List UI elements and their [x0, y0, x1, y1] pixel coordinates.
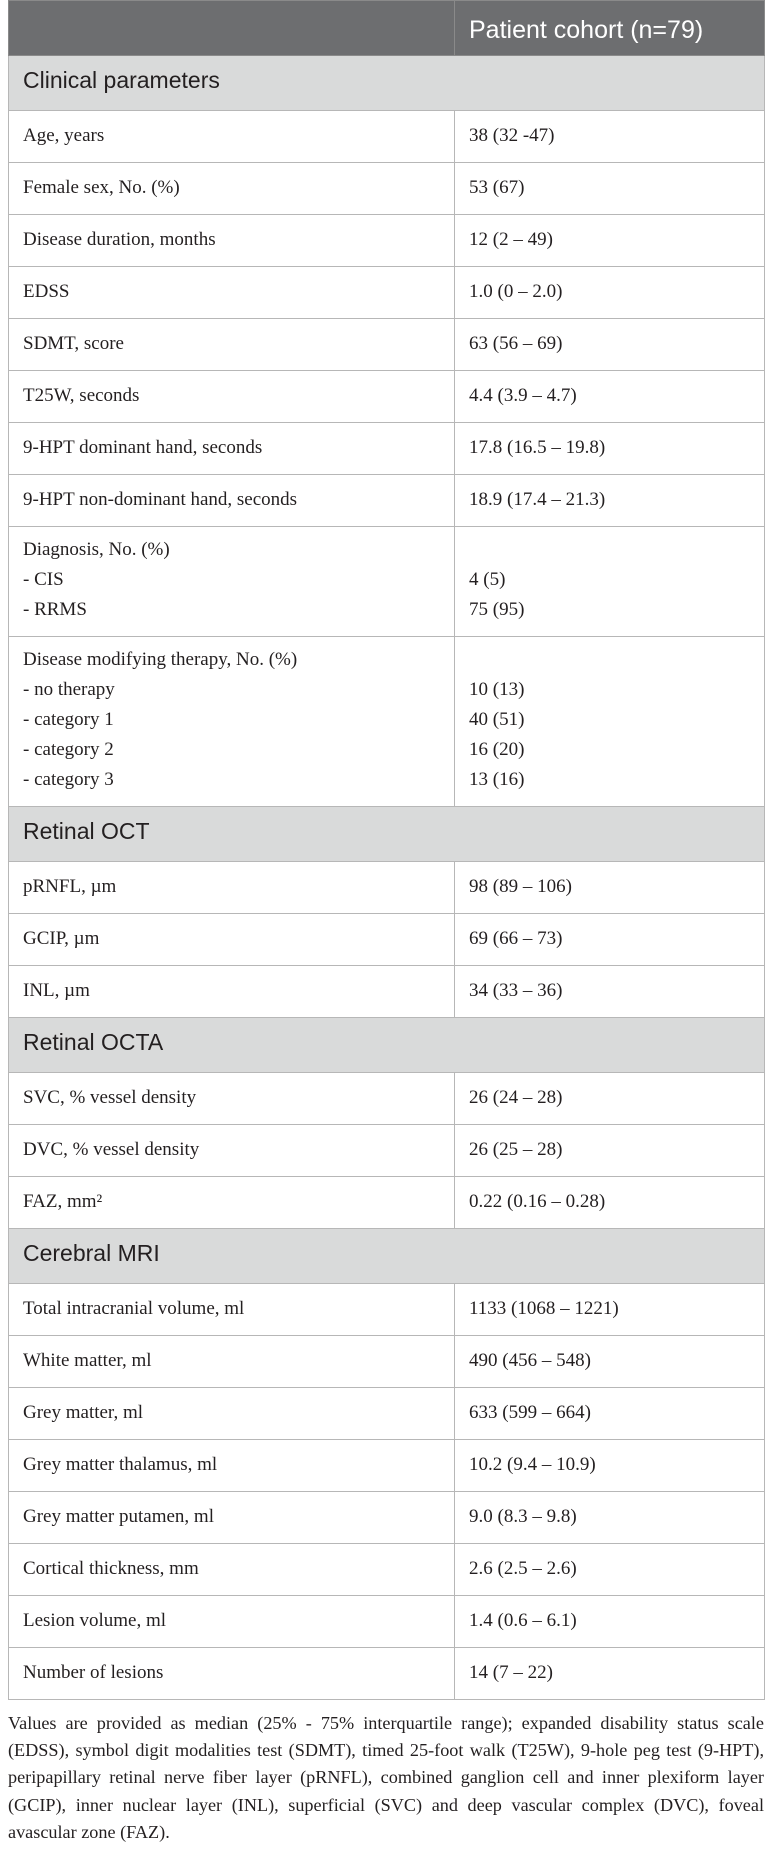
row-value: 38 (32 -47) — [455, 111, 765, 163]
table-header-row — [9, 1, 765, 56]
table-row — [9, 1596, 765, 1648]
row-value: 63 (56 – 69) — [455, 319, 765, 371]
row-label: pRNFL, µm — [9, 862, 455, 914]
row-label: Grey matter, ml — [9, 1388, 455, 1440]
section-title: Clinical parameters — [9, 56, 765, 111]
row-value: 12 (2 – 49) — [455, 215, 765, 267]
table-row — [9, 475, 765, 527]
row-label: Cortical thickness, mm — [9, 1544, 455, 1596]
table-footnote: Values are provided as median (25% - 75% interquartile range); expanded disability status scale (EDSS), symbol digit modalities test (SDMT), timed 25-foot walk (T25W), 9-hole peg test (9-HPT), peripapillary retinal nerve fiber layer (pRNFL), combined ganglion cell and inner plexiform layer (GCIP), inner nuclear layer (INL), superficial (SVC) and deep vascular complex (DVC), foveal avascular zone (FAZ). — [8, 1713, 764, 1842]
table-row — [9, 267, 765, 319]
group-values — [455, 527, 765, 637]
row-label: Grey matter putamen, ml — [9, 1492, 455, 1544]
table-row — [9, 111, 765, 163]
table-row-diagnosis — [9, 527, 765, 637]
row-label: 9-HPT non-dominant hand, seconds — [9, 475, 455, 527]
group-item-label: - category 3 — [23, 769, 114, 790]
table-row — [9, 1073, 765, 1125]
row-value: 34 (33 – 36) — [455, 966, 765, 1018]
section-title: Cerebral MRI — [9, 1229, 765, 1284]
row-label: T25W, seconds — [9, 371, 455, 423]
row-value: 53 (67) — [455, 163, 765, 215]
group-item-value: 10 (13) — [469, 679, 525, 700]
section-title: Retinal OCTA — [9, 1018, 765, 1073]
table-row — [9, 966, 765, 1018]
table-row — [9, 1336, 765, 1388]
table-row — [9, 1648, 765, 1700]
group-item-label: - CIS — [23, 569, 64, 590]
group-item-value: 13 (16) — [469, 769, 525, 790]
group-item-label: - category 1 — [23, 709, 114, 730]
table-row — [9, 319, 765, 371]
row-value: 633 (599 – 664) — [455, 1388, 765, 1440]
row-value: 0.22 (0.16 – 0.28) — [455, 1177, 765, 1229]
row-value: 98 (89 – 106) — [455, 862, 765, 914]
row-value: 2.6 (2.5 – 2.6) — [455, 1544, 765, 1596]
row-value: 4.4 (3.9 – 4.7) — [455, 371, 765, 423]
header-empty-cell — [9, 1, 455, 56]
row-value: 69 (66 – 73) — [455, 914, 765, 966]
table-row — [9, 1388, 765, 1440]
table-row — [9, 1440, 765, 1492]
group-item-value: 75 (95) — [469, 599, 525, 620]
table-row-therapy — [9, 637, 765, 807]
row-label: GCIP, µm — [9, 914, 455, 966]
row-value: 17.8 (16.5 – 19.8) — [455, 423, 765, 475]
row-label: White matter, ml — [9, 1336, 455, 1388]
section-retinal-octa — [9, 1018, 765, 1073]
row-value: 18.9 (17.4 – 21.3) — [455, 475, 765, 527]
patient-cohort-table — [8, 0, 765, 1700]
row-value: 1133 (1068 – 1221) — [455, 1284, 765, 1336]
table-row — [9, 1177, 765, 1229]
row-label: DVC, % vessel density — [9, 1125, 455, 1177]
section-retinal-oct — [9, 807, 765, 862]
group-item-value: 4 (5) — [469, 569, 506, 590]
row-label: SDMT, score — [9, 319, 455, 371]
table-row — [9, 423, 765, 475]
table-row — [9, 1492, 765, 1544]
row-label: SVC, % vessel density — [9, 1073, 455, 1125]
table-row — [9, 215, 765, 267]
row-value: 10.2 (9.4 – 10.9) — [455, 1440, 765, 1492]
row-value: 490 (456 – 548) — [455, 1336, 765, 1388]
group-spacer — [469, 645, 764, 675]
row-label: Disease duration, months — [9, 215, 455, 267]
row-label: EDSS — [9, 267, 455, 319]
group-item-label: - category 2 — [23, 739, 114, 760]
row-value: 26 (24 – 28) — [455, 1073, 765, 1125]
table-container — [8, 0, 764, 1700]
row-label: INL, µm — [9, 966, 455, 1018]
row-label: Total intracranial volume, ml — [9, 1284, 455, 1336]
table-row — [9, 914, 765, 966]
group-labels — [9, 637, 455, 807]
group-title: Diagnosis, No. (%) — [23, 539, 170, 560]
row-value: 26 (25 – 28) — [455, 1125, 765, 1177]
group-item-label: - no therapy — [23, 679, 115, 700]
table-row — [9, 371, 765, 423]
group-item-value: 40 (51) — [469, 709, 525, 730]
row-value: 1.0 (0 – 2.0) — [455, 267, 765, 319]
group-spacer — [469, 535, 764, 565]
row-label: Grey matter thalamus, ml — [9, 1440, 455, 1492]
section-cerebral-mri — [9, 1229, 765, 1284]
table-row — [9, 862, 765, 914]
row-label: Female sex, No. (%) — [9, 163, 455, 215]
table-row — [9, 163, 765, 215]
row-label: 9-HPT dominant hand, seconds — [9, 423, 455, 475]
group-labels — [9, 527, 455, 637]
row-value: 1.4 (0.6 – 6.1) — [455, 1596, 765, 1648]
group-title: Disease modifying therapy, No. (%) — [23, 649, 298, 670]
group-values — [455, 637, 765, 807]
group-item-value: 16 (20) — [469, 739, 525, 760]
row-value: 14 (7 – 22) — [455, 1648, 765, 1700]
header-cohort: Patient cohort (n=79) — [455, 1, 765, 56]
section-clinical-parameters — [9, 56, 765, 111]
table-row — [9, 1284, 765, 1336]
row-label: FAZ, mm² — [9, 1177, 455, 1229]
table-row — [9, 1125, 765, 1177]
section-title: Retinal OCT — [9, 807, 765, 862]
table-row — [9, 1544, 765, 1596]
row-label: Number of lesions — [9, 1648, 455, 1700]
row-label: Lesion volume, ml — [9, 1596, 455, 1648]
group-item-label: - RRMS — [23, 599, 87, 620]
row-label: Age, years — [9, 111, 455, 163]
row-value: 9.0 (8.3 – 9.8) — [455, 1492, 765, 1544]
